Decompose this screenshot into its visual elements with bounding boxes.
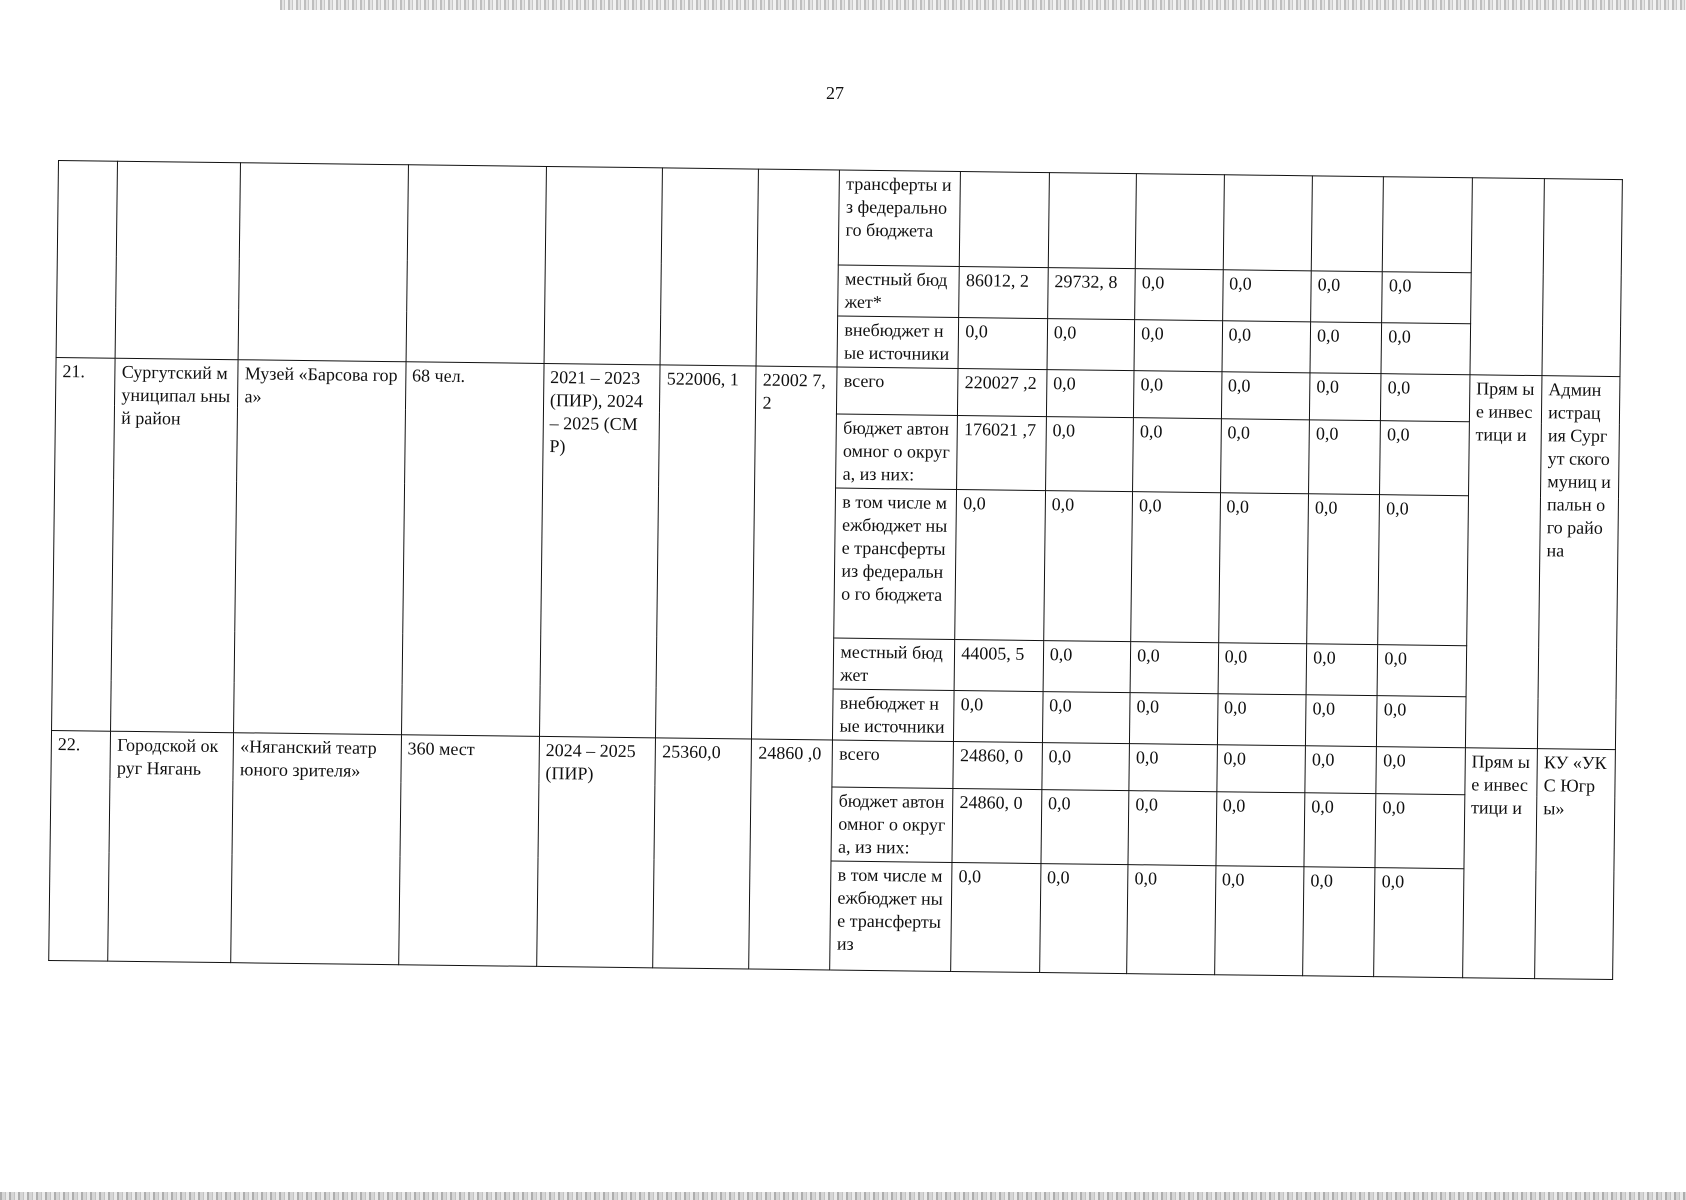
cell-value: 0,0 <box>1127 865 1216 975</box>
table-row <box>57 161 1622 275</box>
cell-value: 29732, 8 <box>1047 268 1135 320</box>
cell-value: 0,0 <box>1222 321 1311 373</box>
cell-source-label: трансферты из федерально го бюджета <box>839 170 961 266</box>
cell-source-label: в том числе межбюджет ные трансферты из федерально го бюджета <box>834 488 957 639</box>
cell-value: 0,0 <box>1130 642 1218 694</box>
cell-object: «Няганский театр юного зрителя» <box>231 733 401 965</box>
cell-investment-form: Прям ые инвес тици и <box>1462 748 1537 979</box>
cell-value: 24860, 0 <box>953 741 1042 789</box>
cell-number <box>56 161 118 359</box>
investment-table <box>48 160 1623 980</box>
page-number: 27 <box>826 83 844 103</box>
cell-source-label: всего <box>837 367 958 415</box>
cell-value <box>1383 177 1473 273</box>
cell-value: 0,0 <box>1129 744 1217 792</box>
cell-number: 22. <box>49 730 111 961</box>
cell-customer <box>1542 179 1622 377</box>
cell-value <box>1135 174 1224 270</box>
cell-period <box>544 166 663 364</box>
cell-estimated-cost: 522006, 1 <box>656 365 757 739</box>
cell-value: 0,0 <box>1306 644 1378 696</box>
cell-value: 0,0 <box>1218 493 1308 644</box>
cell-value: 0,0 <box>1378 495 1468 646</box>
cell-value: 0,0 <box>1377 645 1466 697</box>
cell-value: 0,0 <box>1135 269 1223 321</box>
cell-value: 0,0 <box>1128 791 1216 866</box>
cell-value: 0,0 <box>1222 270 1311 322</box>
scan-edge-bottom <box>0 1192 1686 1200</box>
cell-estimated-cost: 25360,0 <box>653 738 752 969</box>
cell-value: 0,0 <box>1134 371 1222 419</box>
cell-municipality: Сургутский муниципал ьный район <box>111 358 239 732</box>
cell-source-label: внебюджет ные источники <box>833 689 954 741</box>
cell-value: 220027 ,2 <box>958 369 1047 417</box>
cell-value: 0,0 <box>1043 491 1132 642</box>
cell-value: 0,0 <box>1131 492 1220 643</box>
cell-value <box>1311 176 1383 272</box>
cell-customer: Админ истрац ия Сургут ского муниц ипальн ого района <box>1538 376 1620 750</box>
cell-source-label: внебюджет ные источники <box>837 316 958 368</box>
cell-value: 0,0 <box>1041 790 1129 865</box>
cell-value: 0,0 <box>1045 417 1133 492</box>
cell-value: 0,0 <box>1134 320 1222 372</box>
cell-capacity: 68 чел. <box>401 362 544 737</box>
cell-remaining-cost <box>757 169 840 367</box>
cell-object <box>238 163 408 362</box>
cell-value: 0,0 <box>1305 746 1377 794</box>
cell-capacity <box>406 165 547 364</box>
cell-source-label: всего <box>832 740 953 788</box>
cell-value: 0,0 <box>1133 418 1221 493</box>
cell-investment-form: Прям ые инвес тици и <box>1465 375 1542 749</box>
cell-municipality: Городской округ Нягань <box>108 731 234 962</box>
cell-value: 0,0 <box>1381 323 1470 375</box>
scan-edge-top <box>280 0 1686 10</box>
cell-value: 44005, 5 <box>954 639 1043 691</box>
cell-value: 0,0 <box>1214 866 1304 976</box>
cell-value: 24860, 0 <box>952 788 1041 863</box>
cell-estimated-cost <box>660 168 758 366</box>
cell-capacity: 360 мест <box>398 735 539 967</box>
cell-value: 0,0 <box>1382 272 1471 324</box>
cell-value: 0,0 <box>958 318 1047 370</box>
cell-value: 0,0 <box>1381 374 1470 422</box>
table-wrapper <box>48 160 1623 980</box>
cell-source-label: бюджет автономног о округа, из них: <box>831 787 953 862</box>
cell-value: 0,0 <box>1039 864 1128 974</box>
cell-value: 0,0 <box>1043 641 1131 693</box>
cell-value <box>1223 175 1313 271</box>
cell-source-label: в том числе межбюджет ные трансферты из <box>830 861 952 971</box>
cell-value: 0,0 <box>1311 271 1383 323</box>
cell-remaining-cost: 24860 ,0 <box>749 739 833 970</box>
cell-value: 0,0 <box>1042 692 1130 744</box>
cell-source-label: местный бюджет* <box>838 265 959 317</box>
cell-source-label: местный бюджет <box>834 638 955 690</box>
cell-value: 0,0 <box>1303 867 1376 977</box>
cell-value: 0,0 <box>1221 372 1310 420</box>
cell-number: 21. <box>52 357 116 731</box>
cell-municipality <box>115 161 240 359</box>
cell-value: 0,0 <box>1130 693 1218 745</box>
cell-value: 0,0 <box>951 862 1041 972</box>
cell-value: 0,0 <box>1310 322 1382 374</box>
cell-value: 0,0 <box>1216 792 1305 867</box>
cell-value: 0,0 <box>955 490 1045 641</box>
cell-value: 0,0 <box>1217 745 1306 793</box>
cell-value: 0,0 <box>1042 743 1130 791</box>
cell-value <box>960 172 1050 268</box>
cell-value: 176021 ,7 <box>957 416 1046 491</box>
cell-value: 0,0 <box>1306 695 1378 747</box>
cell-remaining-cost: 22002 7,2 <box>752 366 837 740</box>
cell-object: Музей «Барсова гора» <box>234 360 406 735</box>
cell-value: 86012, 2 <box>959 267 1048 319</box>
cell-value: 0,0 <box>1380 421 1469 496</box>
cell-value: 0,0 <box>1046 370 1134 418</box>
cell-value: 0,0 <box>1217 694 1306 746</box>
cell-value: 0,0 <box>1304 793 1376 868</box>
cell-value: 0,0 <box>1220 419 1309 494</box>
cell-customer: КУ «УКС Югры» <box>1535 749 1616 980</box>
cell-value: 0,0 <box>1376 747 1465 795</box>
cell-value: 0,0 <box>954 690 1043 742</box>
cell-investment-form <box>1470 178 1545 376</box>
cell-value: 0,0 <box>1377 696 1466 748</box>
cell-value: 0,0 <box>1309 420 1381 495</box>
cell-value <box>1048 173 1137 269</box>
cell-value: 0,0 <box>1374 868 1464 978</box>
cell-value: 0,0 <box>1307 494 1380 645</box>
cell-period: 2021 – 2023 (ПИР), 2024 – 2025 (СМР) <box>539 363 660 737</box>
cell-source-label: бюджет автономног о округа, из них: <box>836 414 958 489</box>
cell-value: 0,0 <box>1375 794 1464 869</box>
cell-value: 0,0 <box>1047 319 1135 371</box>
cell-value: 0,0 <box>1310 373 1382 421</box>
cell-value: 0,0 <box>1218 643 1307 695</box>
cell-period: 2024 – 2025 (ПИР) <box>537 736 656 967</box>
